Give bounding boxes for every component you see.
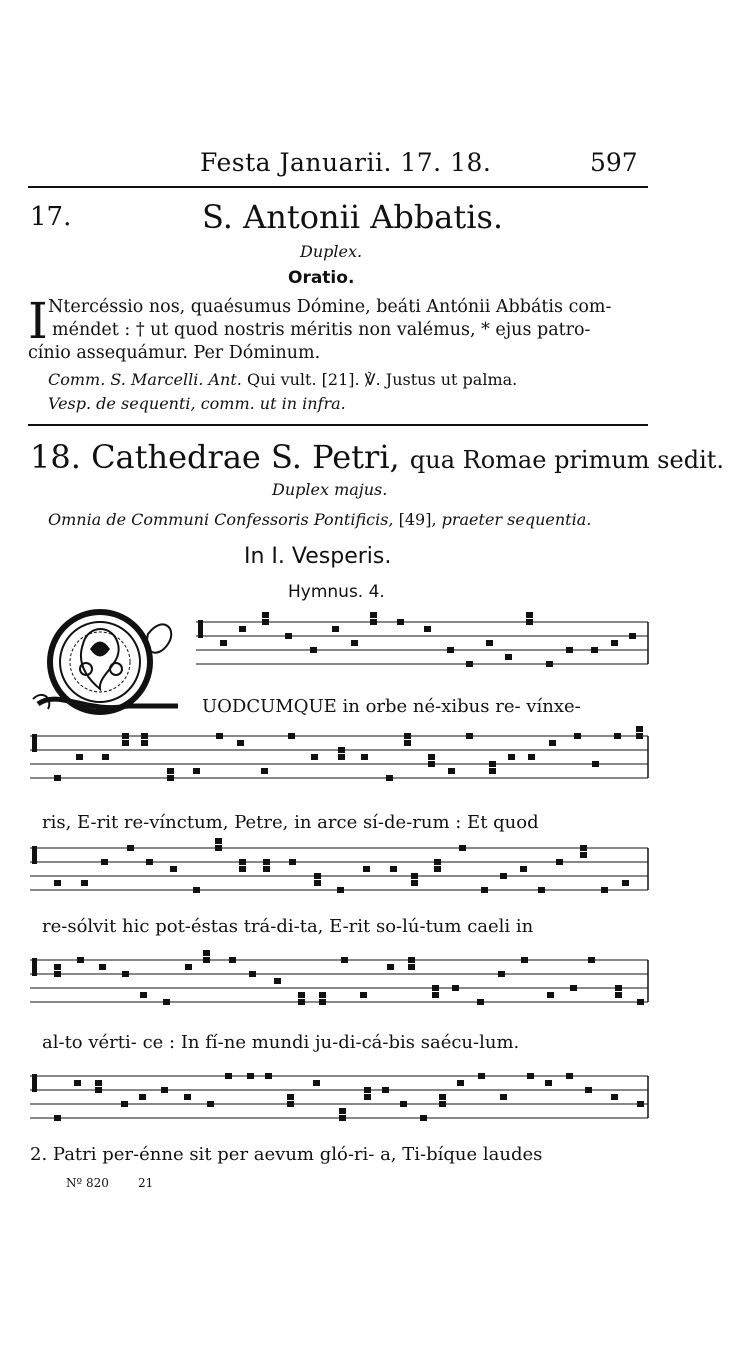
staff-1 — [196, 612, 648, 667]
rubric-italic-1: Omnia de Communi Confessoris Pontificis, — [48, 510, 394, 529]
sheet-signature: Nº 820 — [66, 1176, 109, 1190]
feast18-day: 18. — [30, 438, 81, 476]
lyric-line-4: al-to vérti- ce : In fí-ne mundi ju-di-cá-bis saécu-lum. — [42, 1032, 520, 1053]
lyric-line-2: ris, E-rit re-vínctum, Petre, in arce sí-de-rum : Et quod — [42, 812, 539, 833]
prayer-line-1: Ntercéssio nos, quaésumus Dómine, beáti Antónii Abbátis com- — [48, 297, 612, 317]
commemoration-italic: Comm. S. Marcelli. Ant. — [48, 370, 242, 389]
feast17-rank: Duplex. — [300, 242, 363, 261]
staff-5 — [30, 1073, 648, 1121]
feast18-rank: Duplex majus. — [272, 480, 388, 499]
rubric-plain: [49], — [398, 510, 437, 529]
commemoration-plain: Qui vult. [21]. ℣. Justus ut palma. — [246, 370, 518, 389]
prayer-line-2: méndet : † ut quod nostris méritis non valémus, * ejus patro- — [52, 320, 591, 340]
sheet-number: 21 — [138, 1176, 154, 1190]
hymn-heading: Hymnus. 4. — [288, 582, 385, 602]
feast17-title: S. Antonii Abbatis. — [202, 198, 504, 236]
staff-4 — [30, 950, 648, 1005]
feast18-title: Cathedrae S. Petri, — [91, 438, 400, 476]
feast17-day: 17. — [30, 202, 72, 232]
vespers-note: Vesp. de sequenti, comm. ut in infra. — [48, 394, 346, 413]
prayer-line-3: cínio assequámur. Per Dóminum. — [28, 343, 321, 363]
running-title: Festa Januarii. 17. 18. — [200, 148, 492, 177]
prayer-heading: Oratio. — [288, 268, 355, 288]
vespers-heading: In I. Vesperis. — [244, 544, 392, 569]
page-number: 597 — [590, 148, 638, 177]
prayer-initial: I — [28, 292, 48, 350]
rubric-italic-2: praeter sequentia. — [441, 510, 592, 529]
staff-2 — [30, 726, 648, 781]
feast18-subtitle: qua Romae primum sedit. — [409, 446, 725, 474]
lyric-line-3: re-sólvit hic pot-éstas trá-di-ta, E-rit so-lú-tum caeli in — [42, 916, 534, 937]
lyric-line-5: 2. Patri per-énne sit per aevum gló-ri- a, Ti-bíque laudes — [30, 1144, 543, 1165]
lyric-line-1: UODCUMQUE in orbe né-xibus re- vínxe- — [202, 696, 581, 717]
staff-3 — [30, 838, 648, 893]
